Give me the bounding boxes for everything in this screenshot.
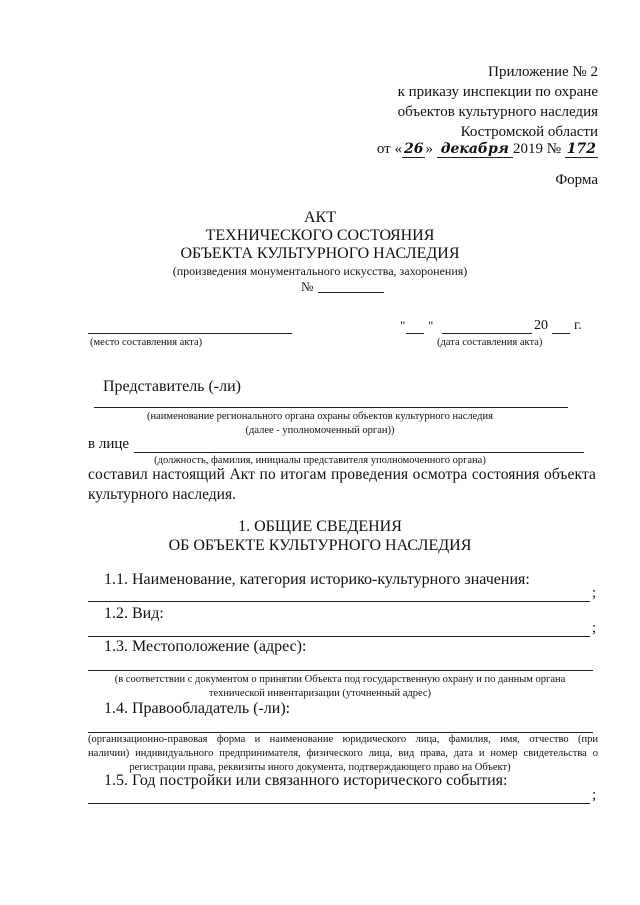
item-1-3-caption-1: (в соответствии с документом о принятии Объекта под государственную охрану и по данным органа — [114, 674, 566, 685]
year-suffix: г. — [574, 318, 582, 333]
date-quote-open: " — [400, 318, 406, 333]
person-caption: (должность, фамилия, инициалы представителя уполномоченного органа) — [154, 455, 486, 466]
item-1-1-semicolon: ; — [592, 585, 597, 601]
year-prefix: 20 — [534, 318, 548, 333]
place-field — [88, 333, 292, 334]
appendix-number: Приложение № 2 — [488, 64, 598, 80]
section1-heading-1: 1. ОБЩИЕ СВЕДЕНИЯ — [238, 518, 402, 535]
person-field — [134, 452, 584, 453]
month-field — [442, 333, 532, 334]
in-person-label: в лице — [88, 436, 130, 452]
representative-caption-2: (далее - уполномоченный орган)) — [245, 425, 395, 436]
order-reference: к приказу инспекции по охране — [397, 84, 598, 100]
region-name: Костромской области — [460, 124, 598, 140]
date-quote-close: " — [428, 318, 434, 333]
body-line-1: составил настоящий Акт по итогам проведения осмотра состояния объекта — [88, 466, 596, 483]
item-1-2-field — [88, 636, 590, 637]
act-subtitle-3: (произведения монументального искусства, захоронения) — [172, 264, 468, 278]
item-1-3-field — [88, 670, 593, 671]
item-1-3-caption-2: технической инвентаризации (уточненный адрес) — [208, 688, 432, 699]
item-1-1-label: 1.1. Наименование, категория историко-культурного значения: — [104, 571, 530, 588]
place-caption: (место составления акта) — [90, 337, 203, 348]
body-line-2: культурного наследия. — [88, 486, 236, 503]
item-1-5-field — [88, 803, 590, 804]
representative-field — [94, 407, 568, 408]
item-1-2-label: 1.2. Вид: — [104, 605, 164, 622]
section1-heading-2: ОБ ОБЪЕКТЕ КУЛЬТУРНОГО НАСЛЕДИЯ — [168, 537, 472, 554]
act-subtitle-1: ТЕХНИЧЕСКОГО СОСТОЯНИЯ — [205, 227, 435, 244]
year-field — [552, 333, 570, 334]
act-number-label: № — [301, 279, 314, 294]
item-1-3-label: 1.3. Местоположение (адрес): — [104, 638, 307, 655]
date-day: 26 — [403, 141, 424, 157]
item-1-5-label: 1.5. Год постройки или связанного исторического события: — [104, 772, 508, 789]
order-number: 172 — [566, 141, 596, 157]
act-title: АКТ — [304, 209, 336, 226]
item-1-4-caption-2: наличии) индивидуального предпринимателя, физического лица, вид права, дата и номер свидетельства о — [88, 748, 598, 759]
form-label: Форма — [555, 172, 598, 188]
date-mid: » — [425, 141, 433, 157]
representative-caption-1: (наименование регионального органа охраны объектов культурного наследия — [147, 411, 493, 422]
act-number-field — [318, 292, 384, 293]
order-date-line — [377, 141, 598, 158]
date-month: декабря — [437, 141, 513, 158]
item-1-4-caption-1: (организационно-правовая форма и наименование юридического лица, фамилия, имя, отчество (при — [88, 734, 598, 745]
representative-label: Представитель (-ли) — [103, 378, 241, 395]
item-1-2-semicolon: ; — [592, 620, 597, 636]
item-1-5-semicolon: ; — [592, 787, 597, 803]
inspection-name: объектов культурного наследия — [397, 104, 598, 120]
act-subtitle-2: ОБЪЕКТА КУЛЬТУРНОГО НАСЛЕДИЯ — [180, 245, 460, 262]
item-1-4-caption-3: регистрации права, реквизиты иного документа, подтверждающего право на Объект) — [129, 762, 511, 773]
item-1-1-field — [88, 601, 590, 602]
day-field — [406, 333, 424, 334]
item-1-4-field — [88, 732, 593, 733]
date-prefix: от « — [376, 141, 402, 157]
date-caption: (дата составления акта) — [437, 337, 543, 348]
item-1-4-label: 1.4. Правообладатель (-ли): — [104, 700, 291, 717]
date-year: 2019 № — [512, 141, 562, 157]
